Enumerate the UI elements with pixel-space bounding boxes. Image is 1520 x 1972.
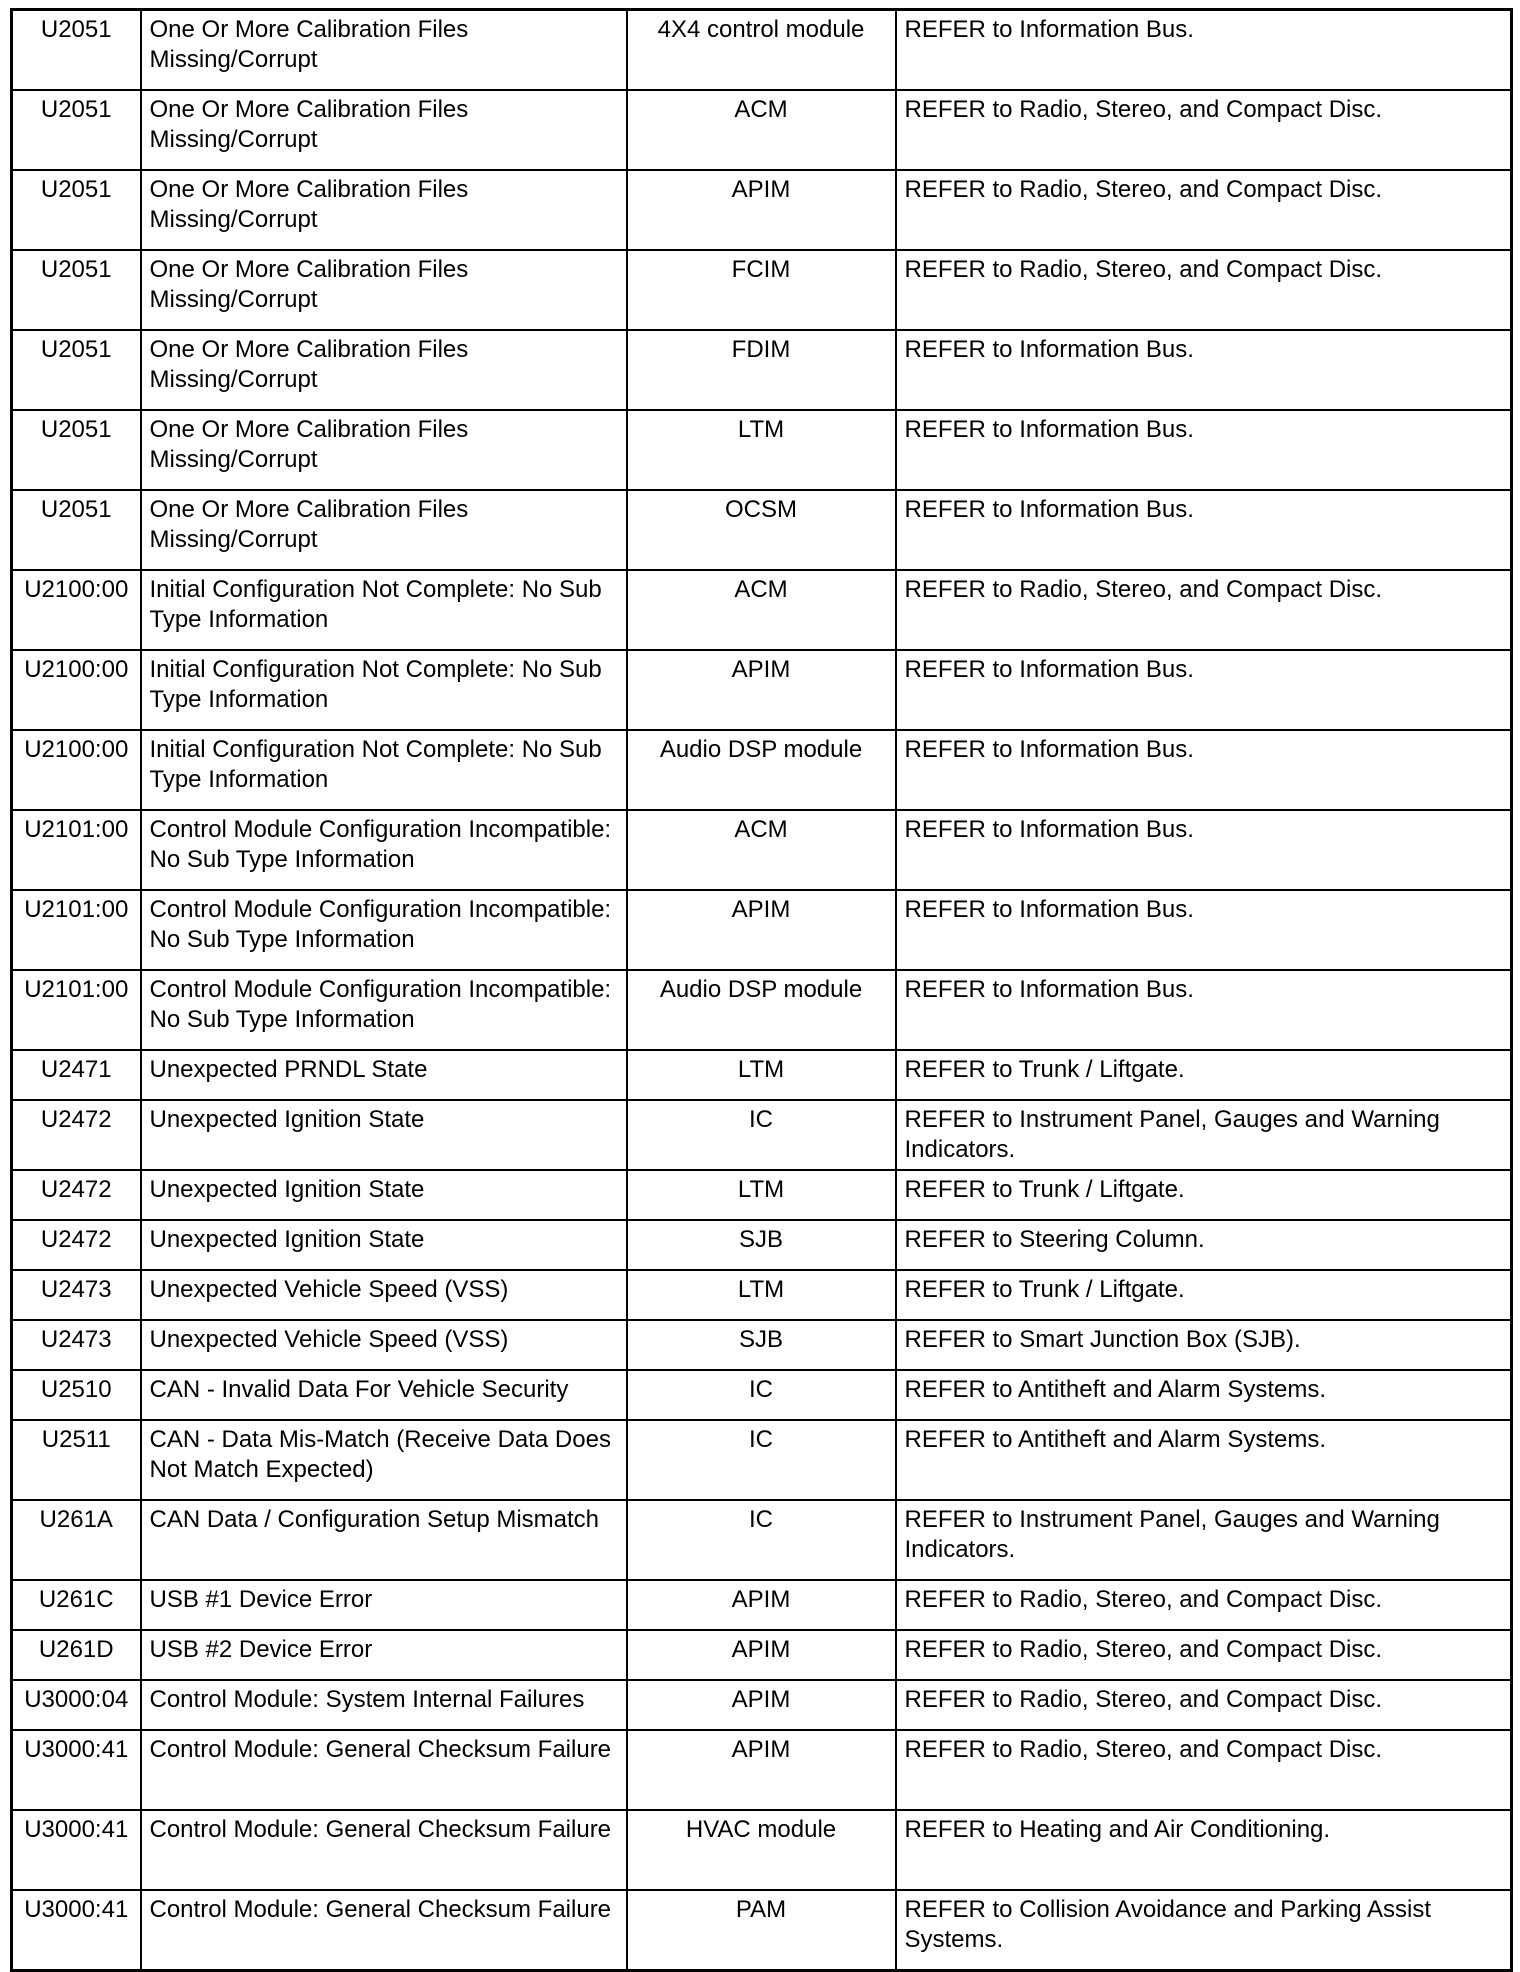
action-cell: REFER to Collision Avoidance and Parking Assist Systems. <box>896 1890 1512 1971</box>
module-cell: IC <box>627 1500 896 1580</box>
action-cell: REFER to Antitheft and Alarm Systems. <box>896 1370 1512 1420</box>
dtc-code-cell: U2101:00 <box>12 970 141 1050</box>
module-cell: IC <box>627 1370 896 1420</box>
dtc-description-cell: Unexpected PRNDL State <box>141 1050 627 1100</box>
action-cell: REFER to Information Bus. <box>896 330 1512 410</box>
dtc-code-cell: U3000:41 <box>12 1810 141 1890</box>
dtc-description-cell: CAN - Invalid Data For Vehicle Security <box>141 1370 627 1420</box>
table-row <box>12 250 1512 330</box>
action-cell: REFER to Instrument Panel, Gauges and Warning Indicators. <box>896 1500 1512 1580</box>
table-row <box>12 1100 1512 1170</box>
dtc-description-cell: One Or More Calibration Files Missing/Corrupt <box>141 10 627 91</box>
action-cell: REFER to Radio, Stereo, and Compact Disc. <box>896 1680 1512 1730</box>
table-row <box>12 410 1512 490</box>
action-cell: REFER to Radio, Stereo, and Compact Disc. <box>896 170 1512 250</box>
module-cell: IC <box>627 1100 896 1170</box>
dtc-description-cell: Control Module: General Checksum Failure <box>141 1730 627 1810</box>
table-row <box>12 1890 1512 1971</box>
dtc-code-cell: U2472 <box>12 1220 141 1270</box>
module-cell: SJB <box>627 1220 896 1270</box>
dtc-description-cell: One Or More Calibration Files Missing/Corrupt <box>141 330 627 410</box>
table-row <box>12 10 1512 91</box>
action-cell: REFER to Information Bus. <box>896 970 1512 1050</box>
dtc-code-cell: U2472 <box>12 1170 141 1220</box>
table-row <box>12 90 1512 170</box>
dtc-description-cell: One Or More Calibration Files Missing/Corrupt <box>141 490 627 570</box>
module-cell: SJB <box>627 1320 896 1370</box>
dtc-description-cell: Control Module: General Checksum Failure <box>141 1890 627 1971</box>
dtc-description-cell: Control Module: System Internal Failures <box>141 1680 627 1730</box>
action-cell: REFER to Radio, Stereo, and Compact Disc. <box>896 1630 1512 1680</box>
table-row <box>12 1580 1512 1630</box>
table-row <box>12 1220 1512 1270</box>
dtc-code-cell: U261C <box>12 1580 141 1630</box>
module-cell: ACM <box>627 570 896 650</box>
dtc-description-cell: Initial Configuration Not Complete: No Sub Type Information <box>141 570 627 650</box>
dtc-description-cell: One Or More Calibration Files Missing/Corrupt <box>141 90 627 170</box>
table-row <box>12 1630 1512 1680</box>
table-row <box>12 890 1512 970</box>
module-cell: APIM <box>627 650 896 730</box>
dtc-description-cell: Control Module Configuration Incompatible: No Sub Type Information <box>141 890 627 970</box>
dtc-code-cell: U2510 <box>12 1370 141 1420</box>
dtc-code-cell: U2100:00 <box>12 570 141 650</box>
module-cell: LTM <box>627 1270 896 1320</box>
module-cell: APIM <box>627 1630 896 1680</box>
table-row <box>12 1420 1512 1500</box>
module-cell: LTM <box>627 1170 896 1220</box>
module-cell: APIM <box>627 1680 896 1730</box>
dtc-description-cell: Unexpected Ignition State <box>141 1170 627 1220</box>
dtc-description-cell: Control Module Configuration Incompatible: No Sub Type Information <box>141 970 627 1050</box>
dtc-code-cell: U3000:04 <box>12 1680 141 1730</box>
module-cell: HVAC module <box>627 1810 896 1890</box>
dtc-description-cell: One Or More Calibration Files Missing/Corrupt <box>141 410 627 490</box>
action-cell: REFER to Information Bus. <box>896 490 1512 570</box>
table-row <box>12 490 1512 570</box>
module-cell: Audio DSP module <box>627 970 896 1050</box>
dtc-code-cell: U3000:41 <box>12 1890 141 1971</box>
dtc-table-body <box>12 10 1512 1971</box>
table-row <box>12 1170 1512 1220</box>
action-cell: REFER to Information Bus. <box>896 730 1512 810</box>
table-row <box>12 570 1512 650</box>
module-cell: LTM <box>627 1050 896 1100</box>
dtc-description-cell: One Or More Calibration Files Missing/Corrupt <box>141 170 627 250</box>
table-row <box>12 330 1512 410</box>
table-row <box>12 730 1512 810</box>
table-row <box>12 1050 1512 1100</box>
dtc-description-cell: CAN - Data Mis-Match (Receive Data Does Not Match Expected) <box>141 1420 627 1500</box>
table-row <box>12 1810 1512 1890</box>
dtc-code-cell: U2051 <box>12 170 141 250</box>
module-cell: OCSM <box>627 490 896 570</box>
table-row <box>12 1270 1512 1320</box>
dtc-description-cell: Initial Configuration Not Complete: No Sub Type Information <box>141 650 627 730</box>
dtc-description-cell: Unexpected Ignition State <box>141 1220 627 1270</box>
action-cell: REFER to Instrument Panel, Gauges and Warning Indicators. <box>896 1100 1512 1170</box>
module-cell: APIM <box>627 890 896 970</box>
action-cell: REFER to Smart Junction Box (SJB). <box>896 1320 1512 1370</box>
dtc-description-cell: Unexpected Vehicle Speed (VSS) <box>141 1270 627 1320</box>
action-cell: REFER to Steering Column. <box>896 1220 1512 1270</box>
dtc-code-cell: U2051 <box>12 90 141 170</box>
dtc-description-cell: Control Module: General Checksum Failure <box>141 1810 627 1890</box>
table-row <box>12 650 1512 730</box>
module-cell: FCIM <box>627 250 896 330</box>
action-cell: REFER to Radio, Stereo, and Compact Disc. <box>896 1580 1512 1630</box>
dtc-description-cell: Unexpected Ignition State <box>141 1100 627 1170</box>
action-cell: REFER to Information Bus. <box>896 810 1512 890</box>
action-cell: REFER to Trunk / Liftgate. <box>896 1170 1512 1220</box>
action-cell: REFER to Information Bus. <box>896 10 1512 91</box>
dtc-code-cell: U3000:41 <box>12 1730 141 1810</box>
dtc-code-cell: U261D <box>12 1630 141 1680</box>
dtc-description-cell: One Or More Calibration Files Missing/Corrupt <box>141 250 627 330</box>
dtc-code-cell: U2100:00 <box>12 650 141 730</box>
action-cell: REFER to Radio, Stereo, and Compact Disc. <box>896 250 1512 330</box>
dtc-code-cell: U2473 <box>12 1270 141 1320</box>
dtc-code-cell: U2472 <box>12 1100 141 1170</box>
action-cell: REFER to Trunk / Liftgate. <box>896 1270 1512 1320</box>
module-cell: APIM <box>627 1580 896 1630</box>
table-row <box>12 1500 1512 1580</box>
dtc-code-cell: U2100:00 <box>12 730 141 810</box>
action-cell: REFER to Trunk / Liftgate. <box>896 1050 1512 1100</box>
table-row <box>12 170 1512 250</box>
action-cell: REFER to Radio, Stereo, and Compact Disc. <box>896 1730 1512 1810</box>
dtc-code-cell: U2051 <box>12 250 141 330</box>
table-row <box>12 1370 1512 1420</box>
dtc-code-cell: U2473 <box>12 1320 141 1370</box>
action-cell: REFER to Heating and Air Conditioning. <box>896 1810 1512 1890</box>
table-row <box>12 1320 1512 1370</box>
dtc-code-cell: U2051 <box>12 490 141 570</box>
action-cell: REFER to Information Bus. <box>896 410 1512 490</box>
action-cell: REFER to Information Bus. <box>896 890 1512 970</box>
module-cell: APIM <box>627 1730 896 1810</box>
module-cell: APIM <box>627 170 896 250</box>
dtc-code-cell: U261A <box>12 1500 141 1580</box>
dtc-table <box>10 8 1513 1972</box>
dtc-description-cell: Initial Configuration Not Complete: No Sub Type Information <box>141 730 627 810</box>
dtc-code-cell: U2051 <box>12 410 141 490</box>
dtc-code-cell: U2051 <box>12 10 141 91</box>
table-row <box>12 1730 1512 1810</box>
dtc-description-cell: CAN Data / Configuration Setup Mismatch <box>141 1500 627 1580</box>
dtc-description-cell: USB #1 Device Error <box>141 1580 627 1630</box>
table-row <box>12 810 1512 890</box>
action-cell: REFER to Information Bus. <box>896 650 1512 730</box>
module-cell: 4X4 control module <box>627 10 896 91</box>
module-cell: FDIM <box>627 330 896 410</box>
dtc-code-cell: U2051 <box>12 330 141 410</box>
module-cell: LTM <box>627 410 896 490</box>
module-cell: ACM <box>627 90 896 170</box>
action-cell: REFER to Radio, Stereo, and Compact Disc. <box>896 90 1512 170</box>
module-cell: IC <box>627 1420 896 1500</box>
module-cell: PAM <box>627 1890 896 1971</box>
table-row <box>12 970 1512 1050</box>
dtc-description-cell: Control Module Configuration Incompatible: No Sub Type Information <box>141 810 627 890</box>
action-cell: REFER to Antitheft and Alarm Systems. <box>896 1420 1512 1500</box>
table-row <box>12 1680 1512 1730</box>
module-cell: ACM <box>627 810 896 890</box>
action-cell: REFER to Radio, Stereo, and Compact Disc. <box>896 570 1512 650</box>
dtc-code-cell: U2101:00 <box>12 810 141 890</box>
dtc-description-cell: USB #2 Device Error <box>141 1630 627 1680</box>
module-cell: Audio DSP module <box>627 730 896 810</box>
dtc-code-cell: U2511 <box>12 1420 141 1500</box>
dtc-code-cell: U2101:00 <box>12 890 141 970</box>
dtc-description-cell: Unexpected Vehicle Speed (VSS) <box>141 1320 627 1370</box>
dtc-code-cell: U2471 <box>12 1050 141 1100</box>
